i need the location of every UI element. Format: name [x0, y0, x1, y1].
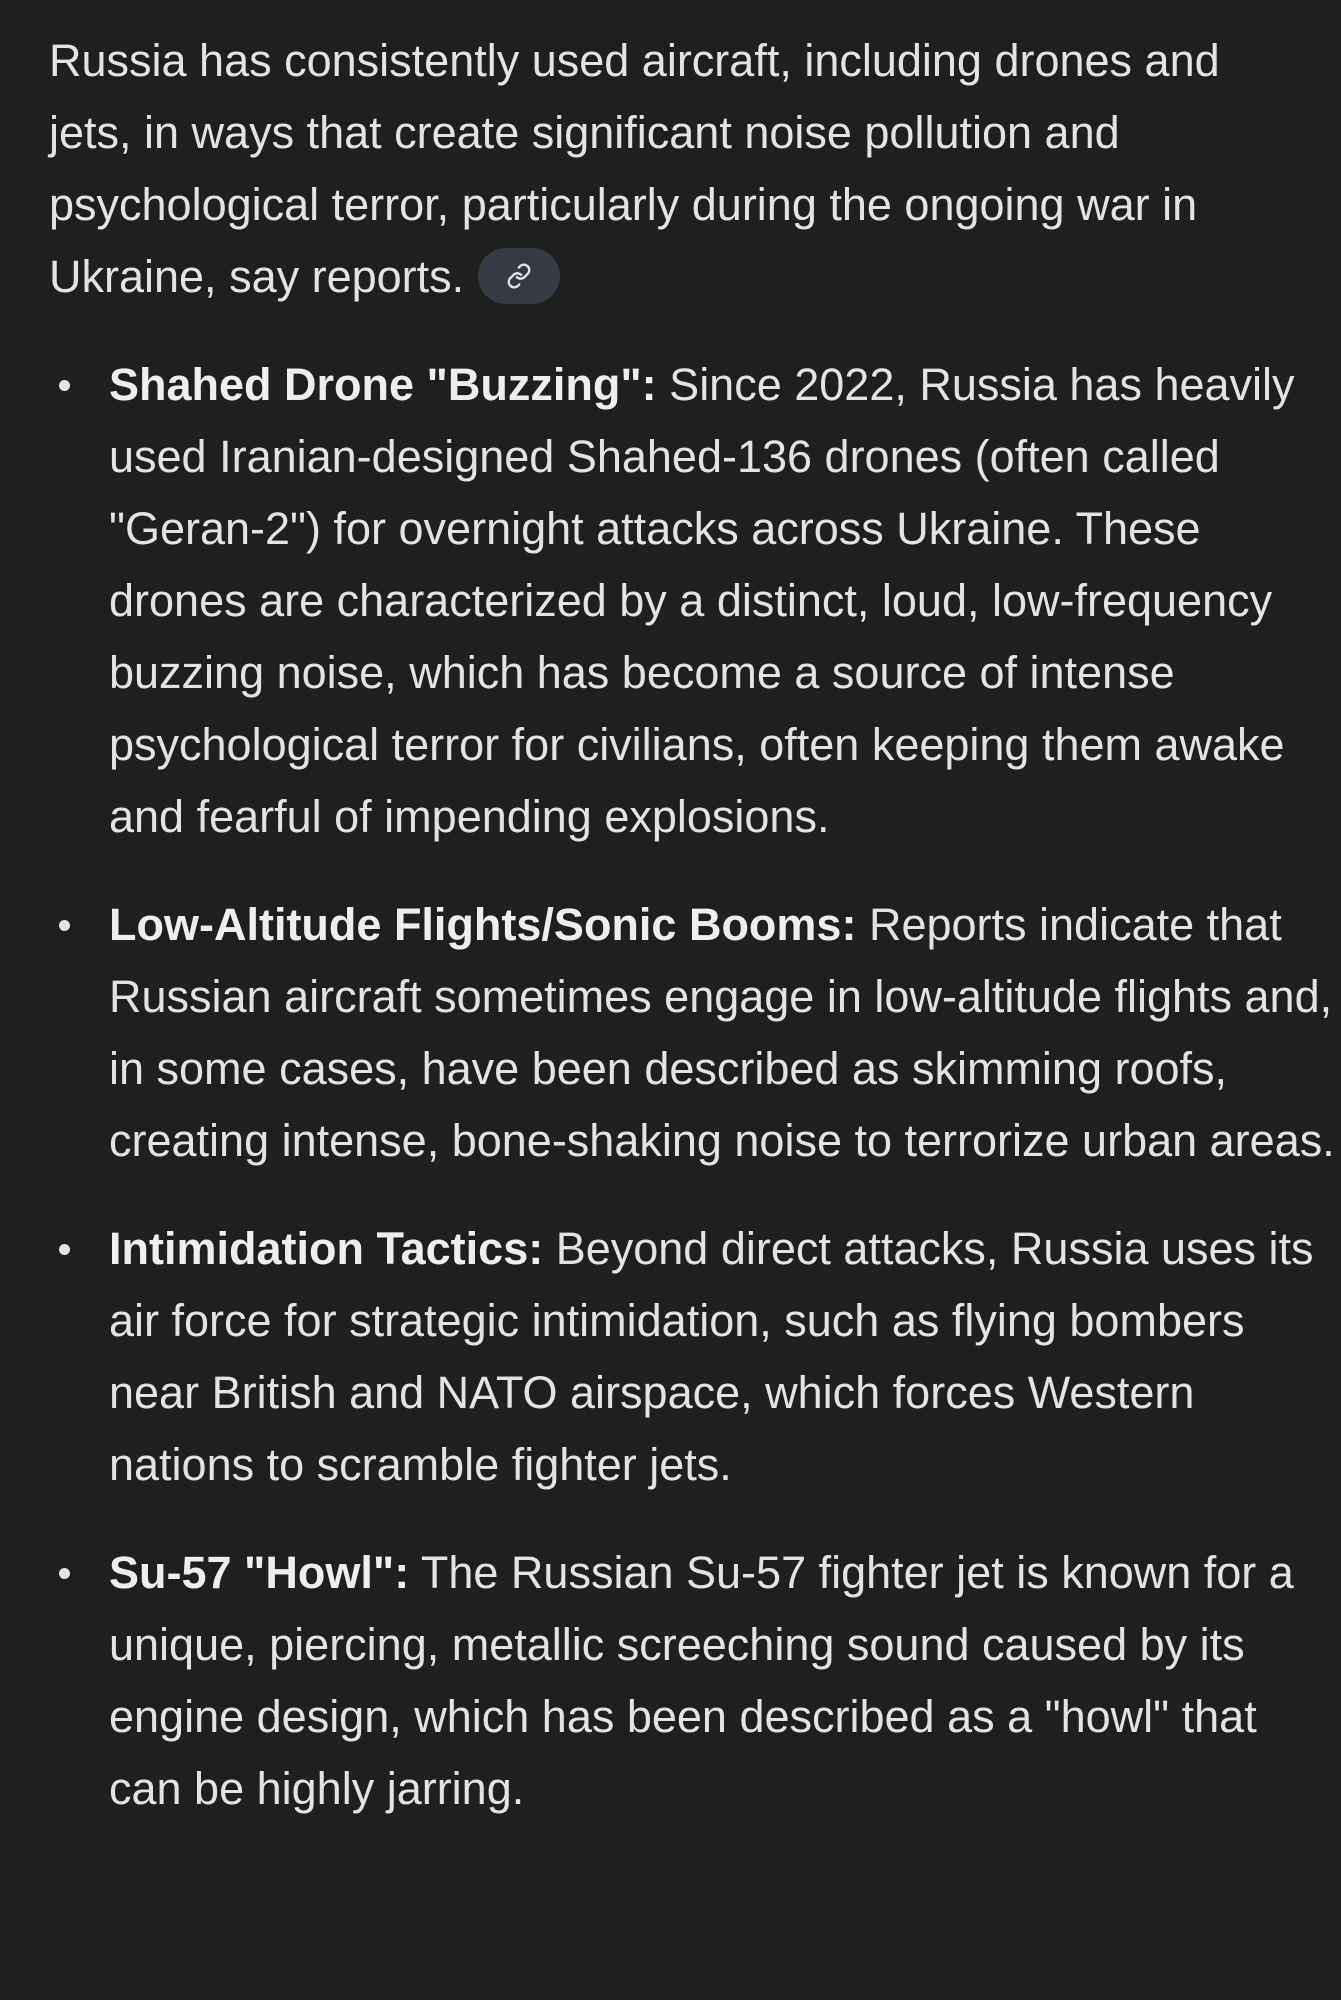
list-item — [49, 1537, 1341, 1825]
bullet-dot — [59, 380, 70, 391]
list-item-term: Su-57 "Howl": — [109, 1547, 410, 1598]
list-item — [49, 889, 1341, 1177]
bullet-dot — [59, 1244, 70, 1255]
bullet-dot — [59, 1568, 70, 1579]
list-item — [49, 349, 1341, 853]
list-item — [49, 1213, 1341, 1501]
list-item-text: Reports indicate that Russian aircraft sometimes engage in low-altitude flights and, in some cases, have been described as skimming roofs, creating intense, bone-shaking noise to terrorize urban areas. — [109, 899, 1335, 1166]
intro-paragraph — [49, 25, 1301, 313]
source-link-button[interactable] — [478, 248, 560, 304]
list-item-term: Intimidation Tactics: — [109, 1223, 544, 1274]
bullet-dot — [59, 920, 70, 931]
intro-text: Russia has consistently used aircraft, including drones and jets, in ways that create significant noise pollution and psychological terror, particularly during the ongoing war in Ukraine, say reports. — [49, 35, 1220, 302]
list-item-term: Shahed Drone "Buzzing": — [109, 359, 657, 410]
list-item-term: Low-Altitude Flights/Sonic Booms: — [109, 899, 857, 950]
list-item-text: Since 2022, Russia has heavily used Iranian-designed Shahed-136 drones (often called "Geran-2") for overnight attacks across Ukraine. These drones are characterized by a distinct, loud, low-frequency buzzing noise, which has become a source of intense psychological terror for civilians, often keeping them awake and fearful of impending explosions. — [109, 359, 1295, 842]
bullet-list — [49, 349, 1335, 1825]
list-item-text: Beyond direct attacks, Russia uses its air force for strategic intimidation, such as flying bombers near British and NATO airspace, which forces Western nations to scramble fighter jets. — [109, 1223, 1314, 1490]
list-item-text: The Russian Su-57 fighter jet is known for a unique, piercing, metallic screeching sound caused by its engine design, which has been described as a "howl" that can be highly jarring. — [109, 1547, 1294, 1814]
link-icon — [506, 263, 532, 289]
